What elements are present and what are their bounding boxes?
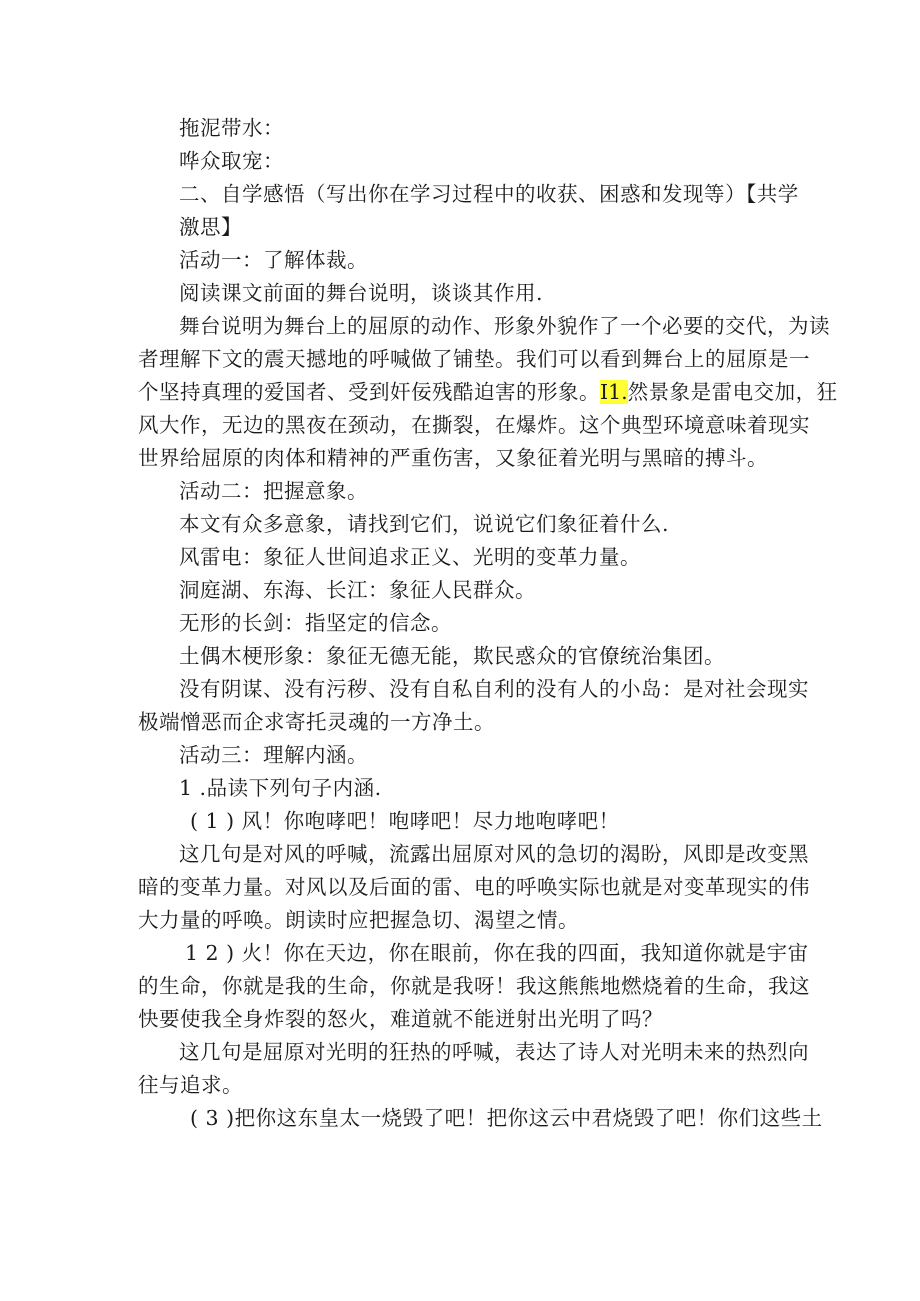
activity-1-answer-line-4: 风大作，无边的黑夜在颈动，在撕裂，在爆炸。这个典型环境意味着现实 [138,413,810,437]
activity-3-item-1: 1 .品读下列句子内涵. [179,776,382,800]
sentence-2-line-2: 的生命，你就是我的生命，你就是我呀！我这熊熊地燃烧着的生命，我这 [138,974,810,998]
activity-1-answer-line-3 [138,376,838,409]
activity-2-question: 本文有众多意象，请找到它们，说说它们象征着什么. [179,512,670,536]
line-vocab-2: 哗众取宠： [179,149,284,173]
activity-1-question: 阅读课文前面的舞台说明，谈谈其作用. [179,281,544,305]
answer-line-3-post: 然景象是雷电交加，狂 [627,380,838,404]
sentence-1-analysis-line-3: 大力量的呼唤。朗读时应把握急切、渴望之情。 [138,908,579,932]
activity-1-answer-line-2: 者理解下文的震天撼地的呼喊做了铺垫。我们可以看到舞台上的屈原是一 [138,347,810,371]
imagery-idols: 土偶木梗形象：象征无德无能，欺民惑众的官僚统治集团。 [179,644,725,668]
activity-1-answer-line-5: 世界给屈原的肉体和精神的严重伤害，又象征着光明与黑暗的搏斗。 [138,446,768,470]
imagery-wind-thunder: 风雷电：象征人世间追求正义、光明的变革力量。 [179,545,641,569]
sentence-3-line-1: ( 3 )把你这东皇太一烧毁了吧！把你这云中君烧毁了吧！你们这些土 [190,1106,823,1130]
imagery-island-line-2: 极端憎恶而企求寄托灵魂的一方净土。 [138,710,495,734]
imagery-island-line-1: 没有阴谋、没有污秽、没有自私自利的没有人的小岛：是对社会现实 [179,677,809,701]
sentence-2-line-1: 1 2 ) 火！你在天边，你在眼前，你在我的四面，我知道你就是宇宙 [185,941,809,965]
highlight-mark: I1. [600,380,628,404]
activity-2-title: 活动二：把握意象。 [179,479,368,503]
sentence-1: ( 1 ) 风！你咆哮吧！咆哮吧！尽力地咆哮吧！ [190,809,620,833]
section-heading-2-cont: 激思】 [179,215,242,239]
sentence-2-analysis-line-2: 往与追求。 [138,1073,243,1097]
activity-1-answer-line-1: 舞台说明为舞台上的屈原的动作、形象外貌作了一个必要的交代，为读 [179,314,830,338]
answer-line-3-pre: 个坚持真理的爱国者、受到奸佞残酷迫害的形象。 [138,380,600,404]
activity-3-title: 活动三：理解内涵。 [179,743,368,767]
document-body [138,112,838,1135]
sentence-2-analysis-line-1: 这几句是屈原对光明的狂热的呼喊，表达了诗人对光明未来的热烈向 [179,1040,809,1064]
imagery-sword: 无形的长剑：指坚定的信念。 [179,611,452,635]
imagery-lakes-rivers: 洞庭湖、东海、长江：象征人民群众。 [179,578,536,602]
section-heading-2: 二、自学感悟（写出你在学习过程中的收获、困惑和发现等）【共学 [179,182,799,206]
sentence-1-analysis-line-2: 暗的变革力量。对风以及后面的雷、电的呼唤实际也就是对变革现实的伟 [138,875,810,899]
sentence-1-analysis-line-1: 这几句是对风的呼喊，流露出屈原对风的急切的渴盼，风即是改变黑 [179,842,809,866]
sentence-2-line-3: 快要使我全身炸裂的怒火，难道就不能迸射出光明了吗？ [138,1007,663,1031]
line-vocab-1: 拖泥带水： [179,116,284,140]
activity-1-title: 活动一：了解体裁。 [179,248,368,272]
